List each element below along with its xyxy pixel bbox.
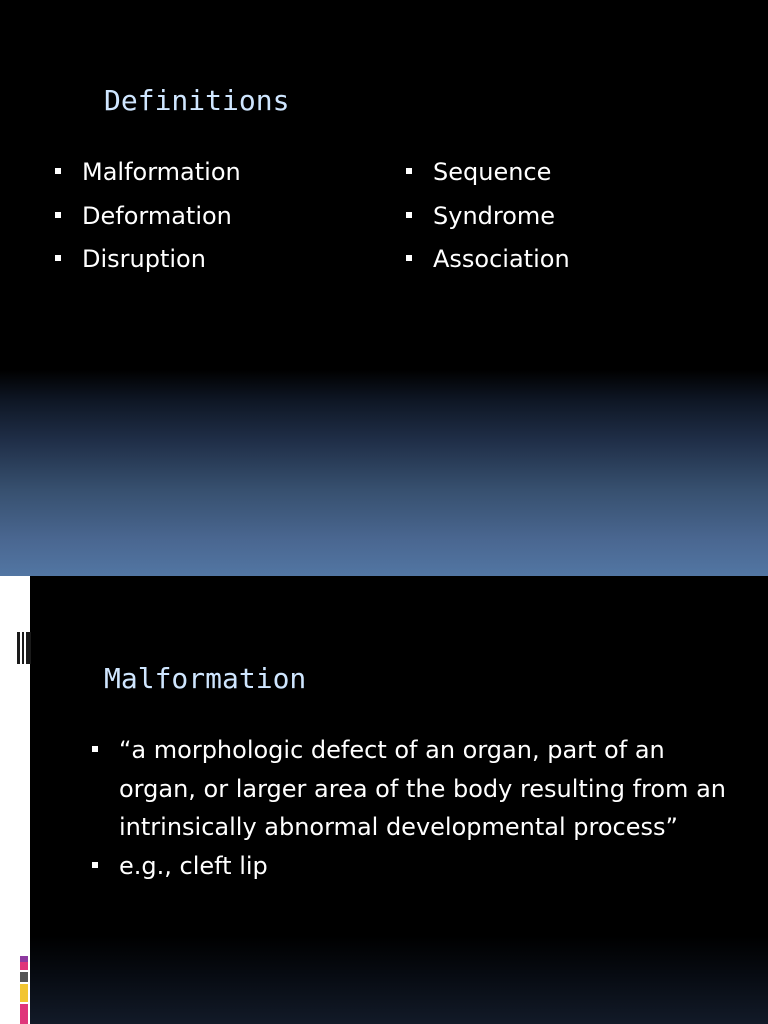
list-item bbox=[92, 731, 732, 847]
bullet-square-icon bbox=[55, 212, 61, 218]
list-item-text: Deformation bbox=[82, 201, 232, 230]
slide-malformation bbox=[0, 576, 768, 1024]
list-item-text: Malformation bbox=[82, 158, 241, 186]
list-item bbox=[92, 847, 732, 886]
bullet-square-icon bbox=[55, 168, 61, 174]
bullet-square-icon bbox=[92, 746, 98, 752]
list-item-text: Association bbox=[433, 245, 570, 273]
list-item bbox=[406, 157, 570, 201]
bullet-square-icon bbox=[406, 168, 412, 174]
definition-text: “a morphologic defect of an organ, part of an organ, or larger area of the body resulting from an intrinsically abnormal developmental process” bbox=[119, 736, 726, 841]
list-item-text: Sequence bbox=[433, 158, 552, 186]
list-item bbox=[55, 201, 241, 245]
bullet-square-icon bbox=[406, 212, 412, 218]
definitions-list-left bbox=[55, 157, 241, 288]
slide-title: Definitions bbox=[104, 84, 290, 117]
list-item bbox=[406, 201, 570, 245]
left-side-band bbox=[0, 576, 30, 1024]
bullet-square-icon bbox=[55, 255, 61, 261]
malformation-list bbox=[92, 731, 732, 885]
color-marker-strip bbox=[20, 956, 28, 1024]
bullet-square-icon bbox=[406, 255, 412, 261]
list-item-text: Disruption bbox=[82, 245, 206, 273]
list-item-text: Syndrome bbox=[433, 201, 556, 230]
definitions-list-right bbox=[406, 157, 570, 288]
list-item bbox=[406, 244, 570, 288]
decorative-bars-icon bbox=[17, 632, 31, 664]
list-item bbox=[55, 157, 241, 201]
example-text: e.g., cleft lip bbox=[119, 851, 268, 880]
bullet-square-icon bbox=[92, 862, 98, 868]
list-item bbox=[55, 244, 241, 288]
slide-title: Malformation bbox=[104, 662, 307, 695]
